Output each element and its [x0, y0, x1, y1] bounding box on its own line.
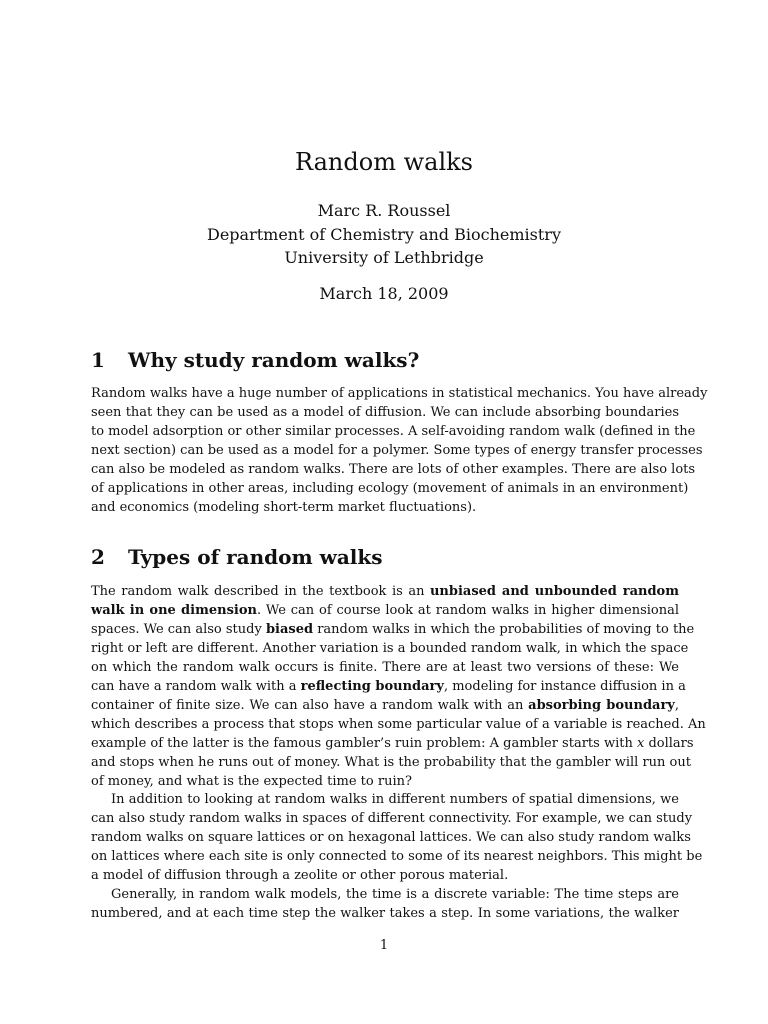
- paper-title: Random walks: [295, 148, 473, 176]
- author-university: University of Lethbridge: [284, 248, 484, 267]
- bold-term: biased: [265, 621, 314, 637]
- text-line: Random walks have a huge number of applications in statistical mechanics. You have already: [91, 386, 708, 401]
- author-department: Department of Chemistry and Biochemistry: [206, 224, 561, 244]
- text-line: and economics (modeling short-term market fluctuations).: [91, 499, 477, 515]
- bold-term: walk in one dimension: [91, 602, 257, 618]
- text-line: [91, 678, 686, 697]
- text-line: right or left are different. Another variation is a bounded random walk, in which the space: [91, 640, 689, 656]
- section-2-title: Types of random walks: [128, 545, 383, 569]
- section-1-number: 1: [91, 348, 105, 372]
- text-line: of money, and what is the expected time to ruin?: [91, 773, 412, 789]
- text-line: next section) can be used as a model for a polymer. Some types of energy transfer processes: [91, 442, 703, 458]
- text-run: . We can of course look at random walks in higher dimensional: [256, 602, 680, 618]
- text-run: example of the latter is the famous gambler’s ruin problem: A gambler starts with: [91, 735, 637, 751]
- text-line: random walks on square lattices or on hexagonal lattices. We can also study random walks: [91, 829, 691, 845]
- text-run: dollars: [644, 735, 694, 751]
- math-variable: x: [636, 735, 645, 751]
- text-line: numbered, and at each time step the walker takes a step. In some variations, the walker: [91, 905, 679, 921]
- text-line: of applications in other areas, including ecology (movement of animals in an environment): [91, 480, 689, 496]
- section-1-heading: [91, 347, 419, 373]
- text-line: [91, 735, 694, 754]
- bold-term: unbiased and unbounded random: [429, 584, 679, 599]
- paper-date: March 18, 2009: [319, 284, 449, 303]
- text-line: on which the random walk occurs is finite. There are at least two versions of these: We: [91, 659, 679, 675]
- text-line: a model of diffusion through a zeolite or other porous material.: [91, 867, 509, 883]
- section-1-paragraph-1: [91, 385, 708, 518]
- text-line: can also study random walks in spaces of different connectivity. For example, we can study: [91, 810, 693, 826]
- text-run: container of finite size. We can also have a random walk with an: [91, 697, 529, 713]
- text-run: The random walk described in the textbook is an: [91, 584, 430, 599]
- section-2-heading: [91, 544, 383, 570]
- text-line: can also be modeled as random walks. There are lots of other examples. There are also lots: [91, 461, 696, 477]
- text-run: can have a random walk with a: [91, 678, 301, 694]
- section-1-title: Why study random walks?: [128, 348, 420, 372]
- section-2-number: 2: [91, 545, 105, 569]
- bold-term: reflecting boundary: [300, 678, 444, 694]
- text-run: , modeling for instance diffusion in a: [443, 678, 686, 694]
- section-2-paragraph-2: [91, 791, 703, 886]
- author-name: Marc R. Roussel: [317, 201, 451, 220]
- text-run: random walks in which the probabilities of moving to the: [313, 621, 695, 637]
- text-line: Generally, in random walk models, the time is a discrete variable: The time steps are: [111, 887, 679, 902]
- text-line: on lattices where each site is only connected to some of its nearest neighbors. This might be: [91, 848, 703, 864]
- author-block: [0, 199, 768, 270]
- page-number: 1: [379, 938, 389, 953]
- section-2-paragraph-1: [91, 583, 706, 791]
- text-run: spaces. We can also study: [91, 621, 266, 637]
- bold-term: absorbing boundary: [528, 697, 675, 713]
- text-line: [91, 697, 679, 716]
- text-line: In addition to looking at random walks in different numbers of spatial dimensions, we: [111, 792, 679, 807]
- text-line: [91, 602, 679, 621]
- text-line: [91, 621, 695, 640]
- text-line: seen that they can be used as a model of diffusion. We can include absorbing boundaries: [91, 404, 679, 420]
- section-2-paragraph-3: [91, 886, 679, 924]
- text-line: to model adsorption or other similar processes. A self-avoiding random walk (defined in the: [91, 423, 696, 439]
- text-line: [91, 583, 679, 602]
- text-run: ,: [674, 697, 680, 713]
- text-line: which describes a process that stops when some particular value of a variable is reached. An: [91, 716, 706, 732]
- text-line: and stops when he runs out of money. What is the probability that the gambler will run out: [91, 754, 691, 770]
